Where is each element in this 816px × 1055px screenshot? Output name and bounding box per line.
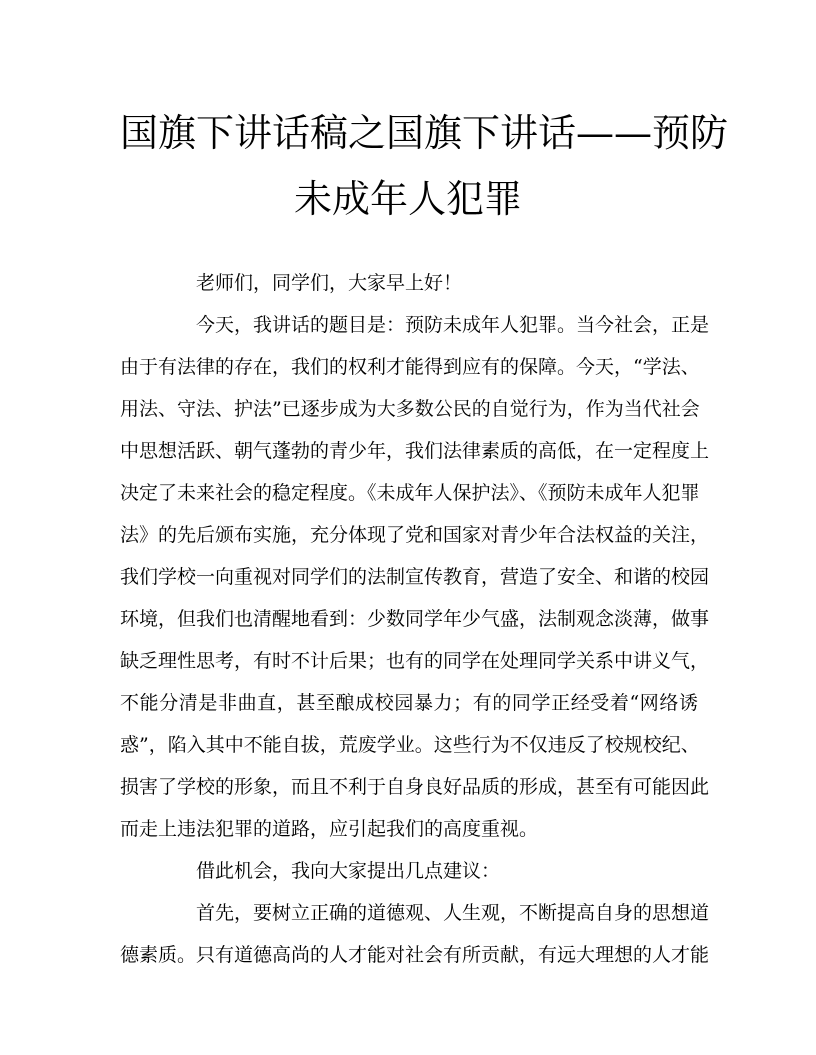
- document-title: [120, 100, 729, 232]
- paragraph-line: 法》的先后颁布实施，充分体现了党和国家对青少年合法权益的关注，: [120, 524, 710, 546]
- paragraph-line: 损害了学校的形象，而且不利于自身良好品质的形成，甚至有可能因此: [120, 776, 710, 798]
- title-line: 国旗下讲话稿之国旗下讲话——预防: [120, 111, 729, 155]
- paragraph-line: 中思想活跃、朝气蓬勃的青少年，我们法律素质的高低，在一定程度上: [120, 440, 710, 462]
- title-line: 未成年人犯罪: [293, 177, 522, 221]
- paragraph-line: 首先，要树立正确的道德观、人生观，不断提高自身的思想道: [196, 902, 710, 924]
- paragraph-line: 环境，但我们也清醒地看到：少数同学年少气盛，法制观念淡薄，做事: [120, 608, 710, 630]
- paragraph-line: 不能分清是非曲直，甚至酿成校园暴力；有的同学正经受着“网络诱: [120, 692, 698, 714]
- paragraph-line: 用法、守法、护法”已逐步成为大多数公民的自觉行为，作为当代社会: [120, 398, 700, 420]
- paragraph-line: 今天，我讲话的题目是：预防未成年人犯罪。当今社会，正是: [196, 314, 710, 336]
- paragraph: [120, 892, 710, 976]
- paragraph-line: 惑”，陷入其中不能自拔，荒废学业。这些行为不仅违反了校规校纪、: [120, 734, 700, 756]
- paragraph-line: 德素质。只有道德高尚的人才能对社会有所贡献，有远大理想的人才能: [120, 944, 710, 966]
- document-body: [120, 262, 710, 976]
- paragraph-line: 缺乏理性思考，有时不计后果；也有的同学在处理同学关系中讲义气，: [120, 650, 710, 672]
- paragraph: [120, 850, 698, 892]
- paragraph-line: 借此机会，我向大家提出几点建议：: [196, 860, 501, 882]
- paragraph-line: 由于有法律的存在，我们的权利才能得到应有的保障。今天，“学法、: [120, 356, 700, 378]
- paragraph-line: 决定了未来社会的稳定程度。《未成年人保护法》、《预防未成年人犯罪: [120, 482, 700, 504]
- paragraph-line: 而走上违法犯罪的道路，应引起我们的高度重视。: [120, 818, 539, 840]
- paragraph-line: 我们学校一向重视对同学们的法制宣传教育，营造了安全、和谐的校园: [120, 566, 710, 588]
- paragraph-line: 老师们，同学们，大家早上好！: [196, 272, 463, 294]
- paragraph: [120, 262, 698, 304]
- paragraph: [120, 304, 710, 850]
